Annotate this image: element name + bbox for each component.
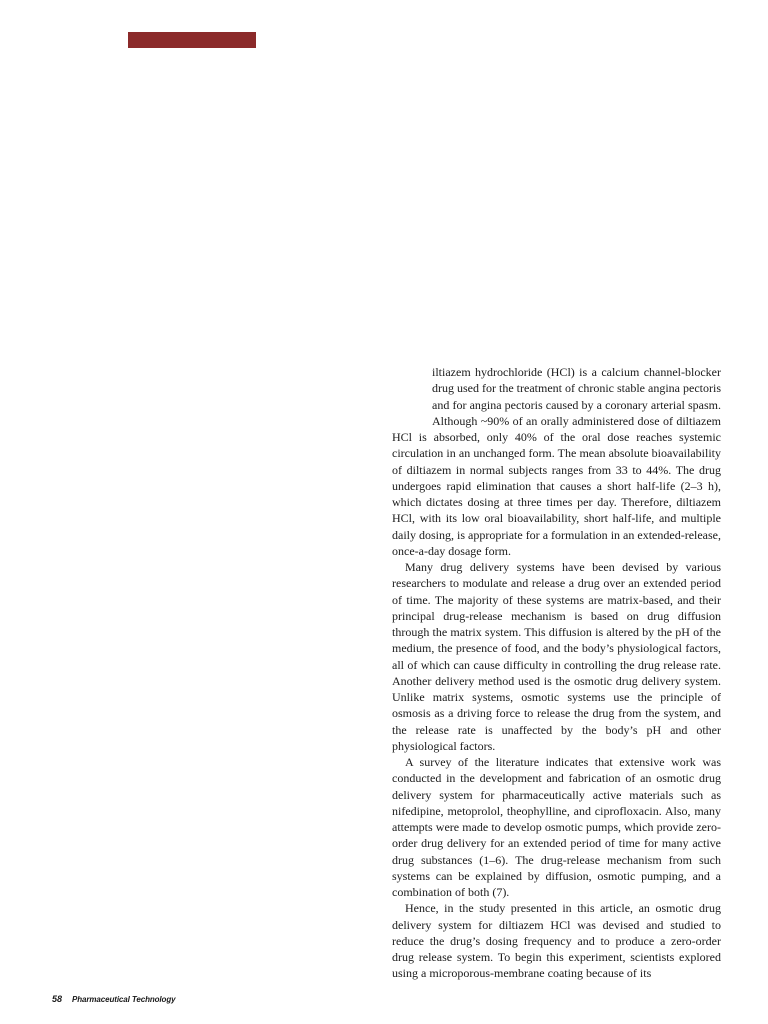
article-paragraph-3: A survey of the literature indicates that extensive work was conducted in the development and fabrication of an osmotic drug delivery system for pharmaceutically active materials such as nifedipine, metoprolol, theophylline, and ciprofloxacin. Also, many attempts were made to develop osmotic pumps, which provide zero-order drug delivery for an extended period of time for many active drug substances (1–6). The drug-release mechanism from such systems can be explained by diffusion, osmotic pumping, and a combination of both (7). [392, 755, 721, 899]
journal-title: Pharmaceutical Technology [72, 995, 176, 1004]
article-paragraph-4: Hence, in the study presented in this article, an osmotic drug delivery system for diltiazem HCl was devised and studied to reduce the drug’s dosing frequency and to produce a zero-order drug release system. To begin this experiment, scientists explored using a microporous-membrane coating because of its [392, 901, 721, 981]
article-body [392, 364, 721, 982]
article-paragraph-1-text: iltiazem hydrochloride (HCl) is a calcium channel-blocker drug used for the treatment of chronic stable angina pectoris and for angina pectoris caused by a coronary arterial spasm. Although ~90% of an orally administered dose of diltiazem HCl is absorbed, only 40% of the oral dose reaches systemic circulation in an unchanged form. The mean absolute bioavailability of diltiazem in normal subjects ranges from 33 to 44%. The drug undergoes rapid elimination that causes a short half-life (2–3 h), which dictates dosing at three times per day. Therefore, diltiazem HCl, with its low oral bioavailability, short half-life, and multiple daily dosing, is appropriate for a formulation in an extended-release, once-a-day dosage form. [392, 365, 721, 558]
article-paragraph-2: Many drug delivery systems have been devised by various researchers to modulate and release a drug over an extended period of time. The majority of these systems are matrix-based, and their principal drug-release mechanism is based on drug diffusion through the matrix system. This diffusion is altered by the pH of the medium, the presence of food, and the body’s physiological factors, all of which can cause difficulty in controlling the drug release rate. Another delivery method used is the osmotic drug delivery system. Unlike matrix systems, osmotic systems use the principle of osmosis as a driving force to release the drug from the system, and the release rate is unaffected by the body’s pH and other physiological factors. [392, 560, 721, 753]
page-footer [52, 994, 175, 1004]
drop-cap-space [392, 364, 432, 429]
header-accent-bar [128, 32, 256, 48]
article-paragraph-1 [392, 364, 721, 559]
page-number: 58 [52, 994, 63, 1004]
